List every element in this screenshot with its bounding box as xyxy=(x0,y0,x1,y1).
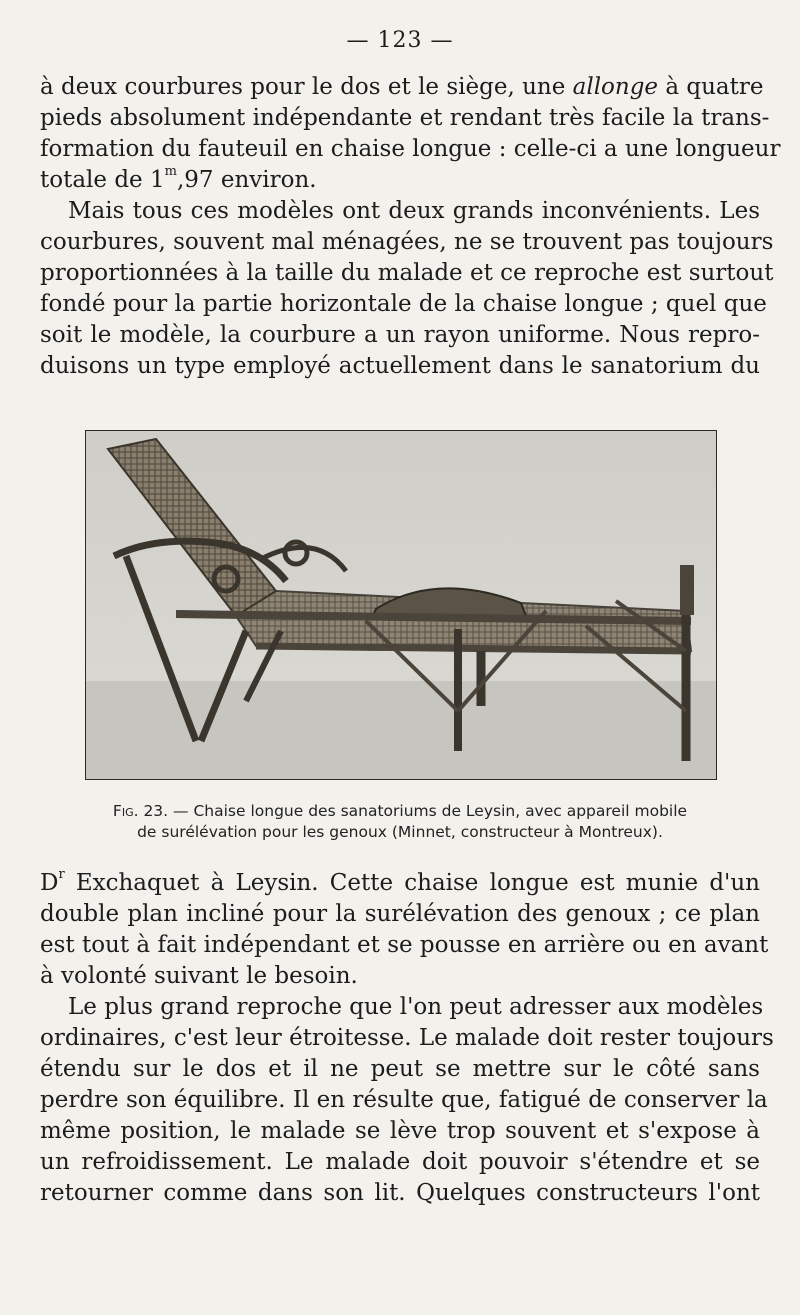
text-line: double plan incliné pour la surélévation des genoux ; ce plan xyxy=(40,901,760,927)
body-text-bottom xyxy=(40,867,774,1209)
page-number: — 123 — xyxy=(346,28,454,53)
text-line: proportionnées à la taille du malade et ce reproche est surtout xyxy=(40,260,774,286)
text-line: perdre son équilibre. Il en résulte que, fatigué de conserver la xyxy=(40,1087,768,1113)
caption-line: Fig. 23. — Chaise longue des sanatoriums de Leysin, avec appareil mobile xyxy=(112,802,688,820)
text-line: $D^r$ Exchaquet à Leysin. Cette chaise longue est munie d'un xyxy=(40,867,760,896)
text-line: formation du fauteuil en chaise longue : celle-ci a une longueur xyxy=(40,136,781,162)
figure-label: Fig. 23. xyxy=(112,802,169,820)
text-line: étendu sur le dos et il ne peut se mettre sur le côté sans xyxy=(40,1056,760,1082)
text-line: totale de 1$^m$,97 environ. xyxy=(40,164,317,193)
figure-caption xyxy=(70,801,730,843)
text-line: à volonté suivant le besoin. xyxy=(40,963,358,989)
text-line: retourner comme dans son lit. Quelques constructeurs l'ont xyxy=(40,1180,760,1206)
text-line: à deux courbures pour le dos et le siège, une allonge à quatre xyxy=(40,74,764,100)
text-line: même position, le malade se lève trop souvent et s'expose à xyxy=(40,1118,760,1144)
text-line: Le plus grand reproche que l'on peut adresser aux modèles xyxy=(68,994,764,1020)
body-text-top xyxy=(40,72,781,382)
chaise-longue-photo xyxy=(85,430,717,780)
caption-line: de surélévation pour les genoux (Minnet, constructeur à Montreux). xyxy=(137,823,663,841)
text-line: soit le modèle, la courbure a un rayon uniforme. Nous repro- xyxy=(40,322,760,348)
text-line: ordinaires, c'est leur étroitesse. Le malade doit rester toujours xyxy=(40,1025,774,1051)
text-line: duisons un type employé actuellement dans le sanatorium du xyxy=(40,353,760,379)
text-line: fondé pour la partie horizontale de la chaise longue ; quel que xyxy=(40,291,767,317)
chaise-longue-illustration xyxy=(86,431,716,779)
text-line: un refroidissement. Le malade doit pouvoir s'étendre et se xyxy=(40,1149,760,1175)
text-line: est tout à fait indépendant et se pousse en arrière ou en avant xyxy=(40,932,769,958)
text-line: pieds absolument indépendante et rendant très facile la trans- xyxy=(40,105,770,131)
text-line: courbures, souvent mal ménagées, ne se trouvent pas toujours xyxy=(40,229,774,255)
text-line: Mais tous ces modèles ont deux grands inconvénients. Les xyxy=(68,198,760,224)
